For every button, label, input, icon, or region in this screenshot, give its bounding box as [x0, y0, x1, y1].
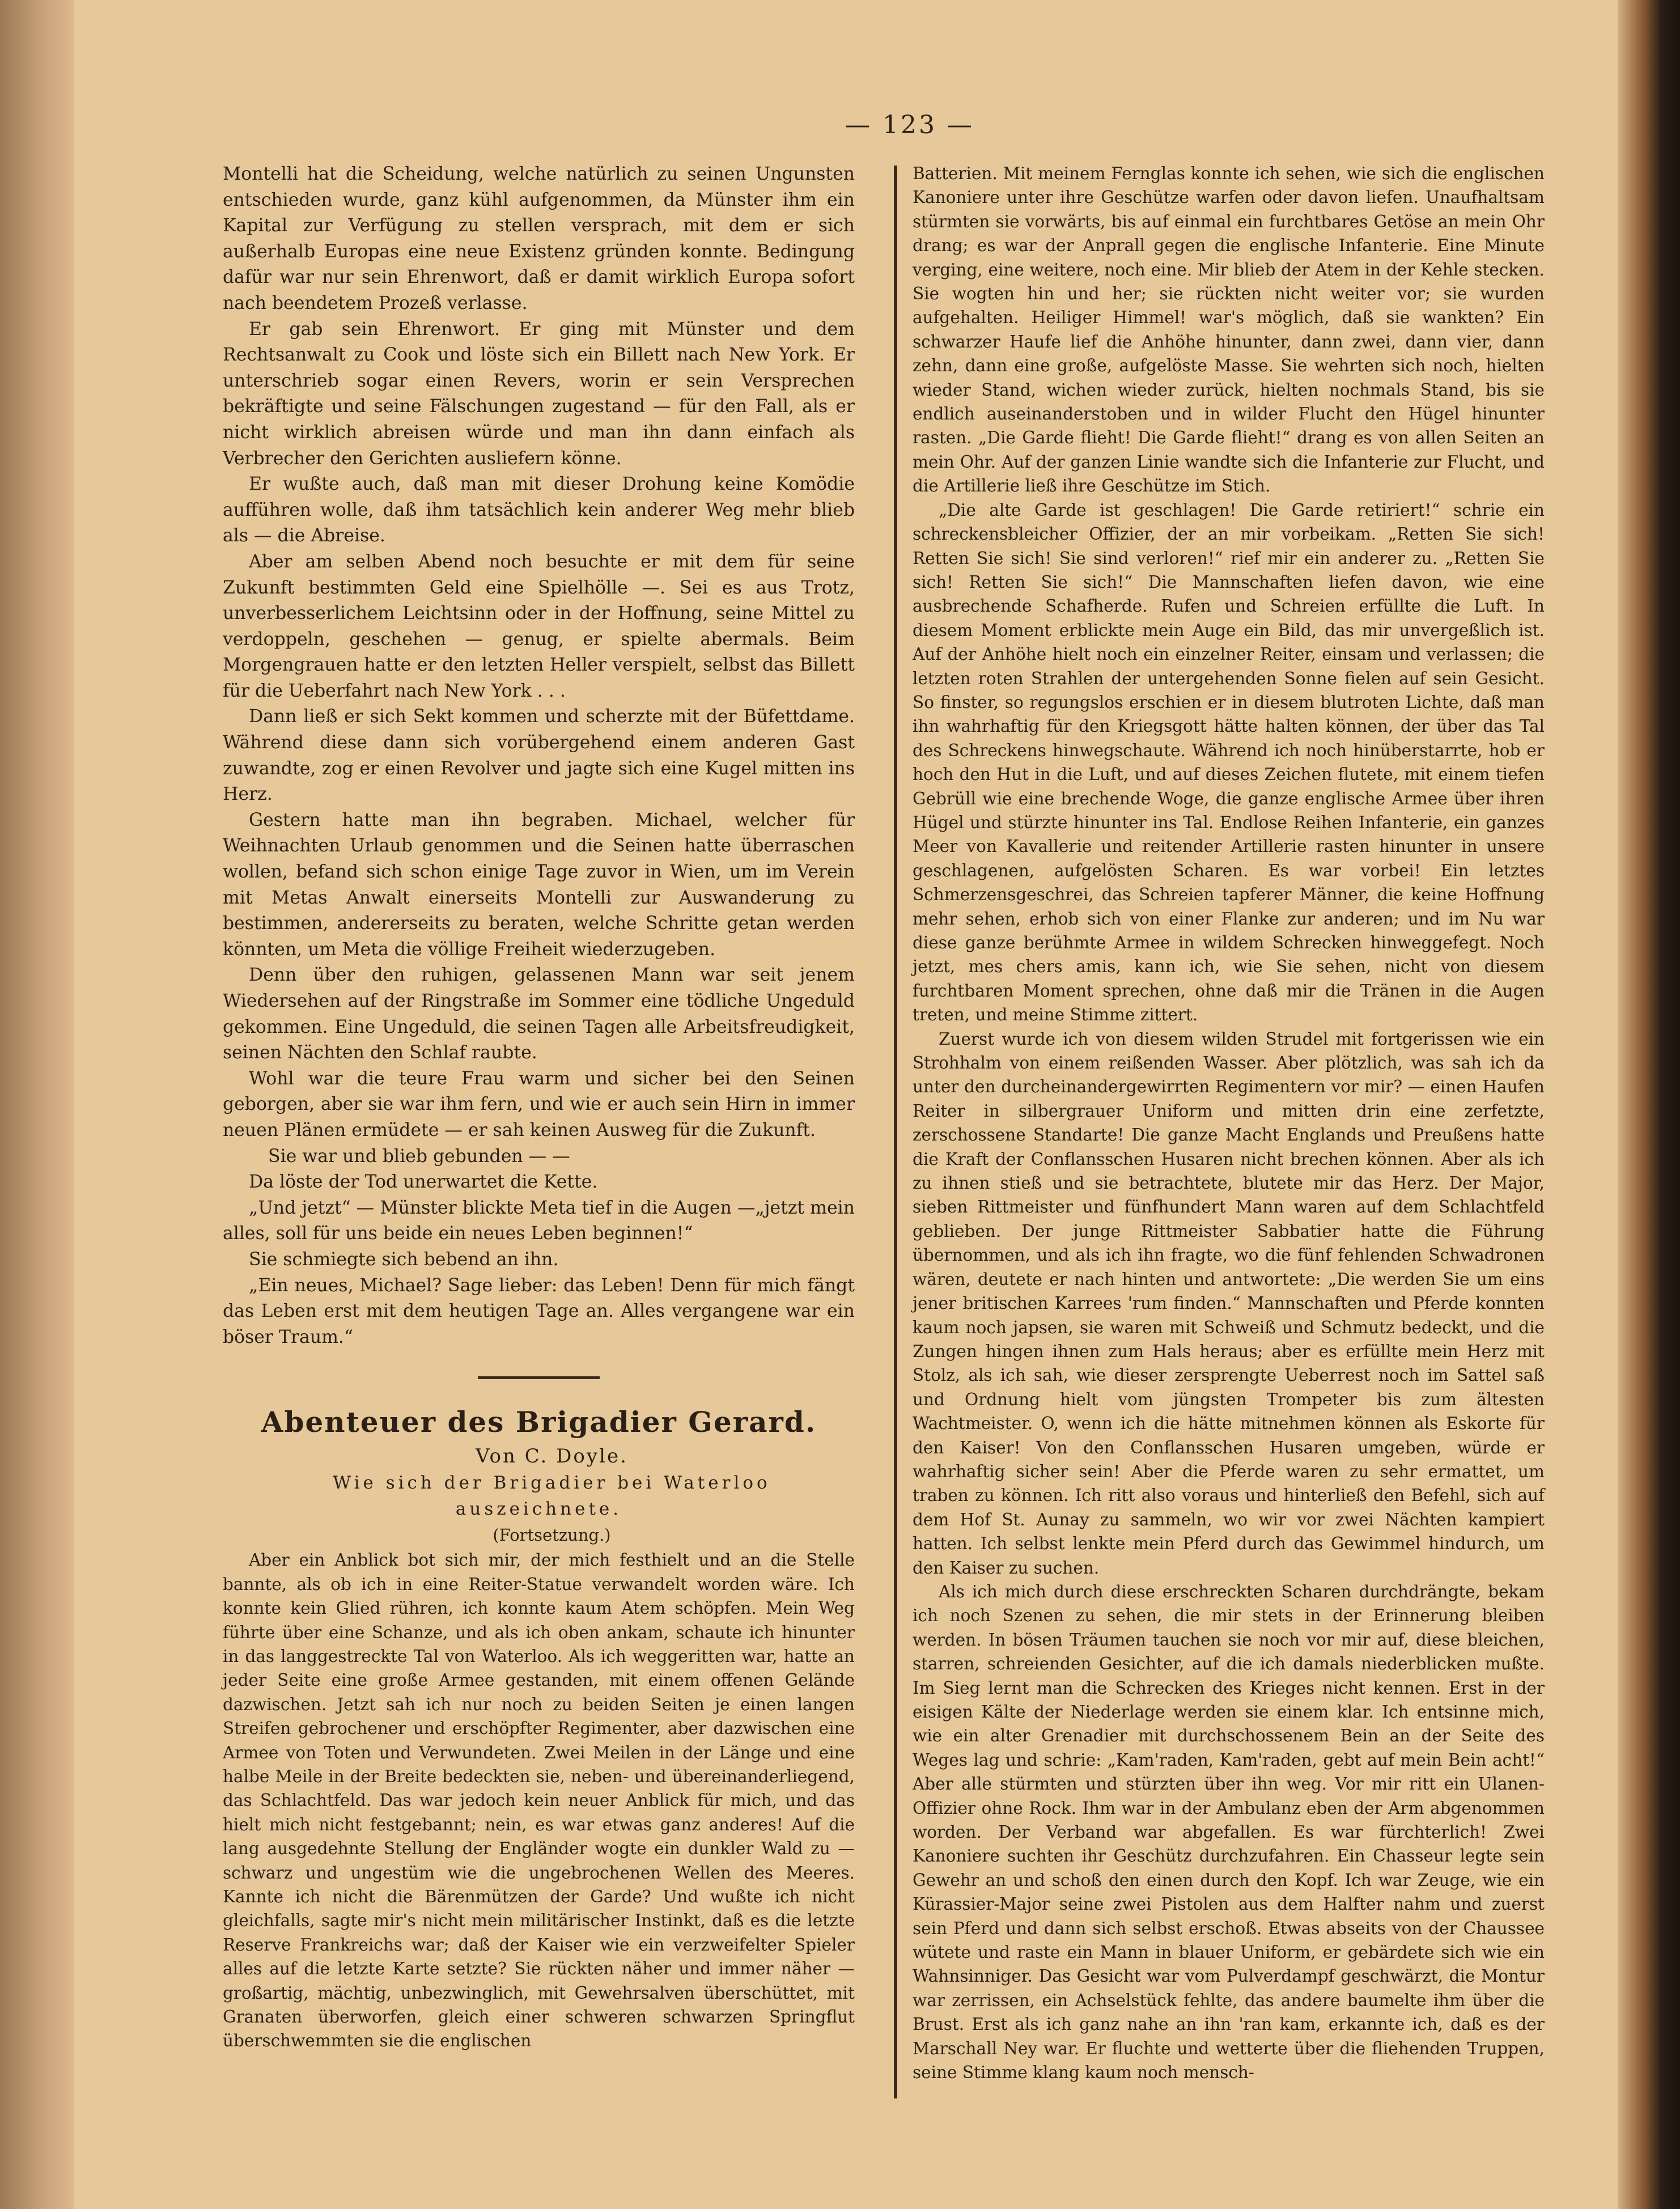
paragraph: Sie schmiegte sich bebend an ihn.: [249, 1249, 559, 1270]
section-divider: [478, 1376, 600, 1379]
paragraph: Wohl war die teure Frau warm und sicher bei den Seinen geborgen, aber sie war ihm fern, und wie er auch sein Hirn in immer neuen Plänen ermüdete — er sah keinen Ausweg für die Zukunft.: [223, 1068, 855, 1140]
story-title: Abenteuer des Brigadier Gerard.: [261, 1405, 817, 1439]
paragraph: „Die alte Garde ist geschlagen! Die Garde retiriert!“ schrie ein schreckensbleicher Offizier, der an mir vorbeikam. „Retten Sie sich! Retten Sie sich! Sie sind verloren!“ rief mir ein anderer zu. „Retten Sie sich! Retten Sie sich!“ Die Mannschaften liefen davon, wie eine ausbrechende Schafherde. Rufen und Schreien erfüllte die Luft. In diesem Moment erblickte mein Auge ein Bild, das mir unvergeßlich ist. Auf der Anhöhe hielt noch ein einzelner Reiter, einsam und verlassen; die letzten roten Strahlen der untergehenden Sonne fielen auf sein Gesicht. So finster, so regungslos erschien er in diesem blutroten Lichte, daß man ihn wahrhaftig für den Kriegsgott hätte halten können, der über das Tal des Schreckens hinwegschaute. Während ich noch hinüberstarrte, hob er hoch den Hut in die Luft, und auf dieses Zeichen flutete, mit einem tiefen Gebrüll wie eine brechende Woge, die ganze englische Armee über ihren Hügel und stürzte hinunter ins Tal. Endlose Reihen Infanterie, ein ganzes Meer von Kavallerie und reitender Artillerie rasten hinunter in unsere geschlagenen, aufgelösten Scharen. Es war vorbei! Ein letztes Schmerzensgeschrei, das Schreien tapferer Männer, die keine Hoffnung mehr sehen, erhob sich von einer Flanke zur anderen; und im Nu war diese ganze berühmte Armee in wildem Schrecken hinweggefegt. Noch jetzt, mes chers amis, kann ich, wie Sie sehen, nicht von diesem furchtbaren Moment sprechen, ohne daß mir die Tränen in die Augen treten, und meine Stimme zittert.: [913, 500, 1545, 1025]
paragraph: Zuerst wurde ich von diesem wilden Strudel mit fortgerissen wie ein Strohhalm von einem reißenden Wasser. Aber plötzlich, was sah ich da unter den durcheinandergewirrten Regimentern vor mir? — einen Haufen Reiter in silbergrauer Uniform und mitten drin eine zerfetzte, zerschossene Standarte! Die ganze Macht Englands und Preußens hatte die Kraft der Conflansschen Husaren nicht brechen können. Aber als ich zu ihnen stieß und sie betrachtete, blutete mir das Herz. Der Major, sieben Rittmeister und fünfhundert Mann waren auf dem Schlachtfeld geblieben. Der junge Rittmeister Sabbatier hatte die Führung übernommen, und als ich ihn fragte, wo die fünf fehlenden Schwadronen wären, deutete er nach hinten und antwortete: „Die werden Sie um eins jener britischen Karrees 'rum finden.“ Mannschaften und Pferde konnten kaum noch japsen, sie waren mit Schweiß und Schmutz bedeckt, und die Zungen hingen ihnen zum Hals heraus; aber es erfüllte mein Herz mit Stolz, als ich sah, wie dieser zersprengte Ueberrest noch im Sattel saß und Ordnung hielt vom jüngsten Trompeter bis zum ältesten Wachtmeister. O, wenn ich die hätte mitnehmen können als Eskorte für den Kaiser! Von den Conflansschen Husaren umgeben, würde er wahrhaftig sicher sein! Aber die Pferde waren zu sehr ermattet, um traben zu können. Ich ritt also voraus und hinterließ den Befehl, sich auf dem Hof St. Aunay zu sammeln, wo wir vor zwei Nächten kampiert hatten. Ich selbst lenkte mein Pferd durch das Gewimmel hindurch, um den Kaiser zu suchen.: [913, 1029, 1545, 1578]
paragraph: Montelli hat die Scheidung, welche natürlich zu seinen Ungunsten entschieden wurde, ganz kühl aufgenommen, da Münster ihm ein Kapital zur Verfügung zu stellen versprach, mit dem er sich außerhalb Europas eine neue Existenz gründen konnte. Bedingung dafür war nur sein Ehrenwort, daß er damit wirklich Europa sofort nach beendetem Prozeß verlasse.: [223, 164, 855, 313]
paragraph: Er gab sein Ehrenwort. Er ging mit Münster und dem Rechtsanwalt zu Cook und löste sich ein Billett nach New York. Er unterschrieb sogar einen Revers, worin er sein Versprechen bekräftigte und seine Fälschungen zugestand — für den Fall, als er nicht wirklich abreisen würde und man ihn dann einfach als Verbrecher den Gerichten ausliefern könne.: [223, 319, 855, 469]
paragraph: Dann ließ er sich Sekt kommen und scherzte mit der Büfettdame. Während diese dann sich vorübergehend einem anderen Gast zuwandte, zog er einen Revolver und jagte sich eine Kugel mitten ins Herz.: [223, 706, 855, 805]
paragraph: Batterien. Mit meinem Fernglas konnte ich sehen, wie sich die englischen Kanoniere unter ihre Geschütze warfen oder davon liefen. Unaufhaltsam stürmten sie vorwärts, bis auf einmal ein furchtbares Getöse an mein Ohr drang; es war der Anprall gegen die englische Infanterie. Eine Minute verging, eine weitere, noch eine. Mir blieb der Atem in der Kehle stecken. Sie wogten hin und her; sie rückten nicht weiter vor; sie wurden aufgehalten. Heiliger Himmel! war's möglich, daß sie wankten? Ein schwarzer Haufe lief die Anhöhe hinunter, dann zwei, dann vier, dann zehn, dann eine große, aufgelöste Masse. Sie wehrten sich noch, hielten wieder Stand, wichen wieder zurück, hielten nochmals Stand, bis sie endlich auseinanderstoben und in wilder Flucht den Hügel hinunter rasten. „Die Garde flieht! Die Garde flieht!“ drang es von allen Seiten an mein Ohr. Auf der ganzen Linie wandte sich die Infanterie zur Flucht, und die Artillerie ließ ihre Geschütze im Stich.: [913, 164, 1545, 496]
right-column: [913, 162, 1545, 2101]
paragraph: Er wußte auch, daß man mit dieser Drohung keine Komödie aufführen wolle, daß ihm tatsächlich kein anderer Weg mehr blieb als — die Abreise.: [223, 474, 855, 546]
paragraph: Aber ein Anblick bot sich mir, der mich festhielt und an die Stelle bannte, als ob ich in eine Reiter-Statue verwandelt worden wäre. Ich konnte kein Glied rühren, ich konnte kaum Atem schöpfen. Mein Weg führte über eine Schanze, und als ich oben ankam, schaute ich hinunter in das langgestreckte Tal von Waterloo. Als ich weggeritten war, hatte an jeder Seite eine große Armee gestanden, mit einem offenen Gelände dazwischen. Jetzt sah ich nur noch zu beiden Seiten je einen langen Streifen gebrochener und erschöpfter Regimenter, aber dazwischen eine Armee von Toten und Verwundeten. Zwei Meilen in der Länge und eine halbe Meile in der Breite bedeckten sie, neben- und übereinanderliegend, das Schlachtfeld. Das war jedoch kein neuer Anblick für mich, und das hielt mich nicht festgebannt; nein, es war etwas ganz anderes! Auf die lang ausgedehnte Stellung der Engländer wogte ein dunkler Wald zu — schwarz und ungestüm wie die ungebrochenen Wellen des Meeres. Kannte ich nicht die Bärenmützen der Garde? Und wußte ich nicht gleichfalls, sagte mir's nicht mein militärischer Instinkt, daß es die letzte Reserve Frankreichs war; daß der Kaiser wie ein verzweifelter Spieler alles auf die letzte Karte setzte? Sie rückten näher und immer näher — großartig, mächtig, unbezwinglich, mit Gewehrsalven überschüttet, mit Granaten überworfen, gleich einer schweren schwarzen Springflut überschwemmten sie die englischen: [223, 1550, 855, 2051]
column-divider: [894, 166, 897, 2098]
scan-left-edge: [0, 0, 74, 2209]
paragraph: Da löste der Tod unerwartet die Kette.: [249, 1172, 598, 1193]
left-column: [223, 162, 855, 2101]
page-number: — 123 —: [845, 111, 974, 139]
continuation-note: (Fortsetzung.): [493, 1525, 611, 1545]
paragraph: Denn über den ruhigen, gelassenen Mann war seit jenem Wiedersehen auf der Ringstraße im Sommer eine tödliche Ungeduld gekommen. Eine Ungeduld, die seinen Tagen alle Arbeitsfreudigkeit, seinen Nächten den Schlaf raubte.: [223, 965, 855, 1063]
paragraph: Als ich mich durch diese erschreckten Scharen durchdrängte, bekam ich noch Szenen zu sehen, die mir stets in der Erinnerung bleiben werden. In bösen Träumen tauchen sie noch vor mir auf, diese bleichen, starren, schreienden Gesichter, auf die ich damals niederblicken mußte. Im Sieg lernt man die Schrecken des Krieges nicht kennen. Erst in der eisigen Kälte der Niederlage werden sie einem klar. Ich entsinne mich, wie ein alter Grenadier mit durchschossenem Bein an der Seite des Weges lag und schrie: „Kam'raden, Kam'raden, gebt auf mein Bein acht!“ Aber alle stürmten und stürzten über ihn weg. Vor mir ritt ein Ulanen-Offizier ohne Rock. Ihm war in der Ambulanz eben der Arm abgenommen worden. Der Verband war abgefallen. Es war fürchterlich! Zwei Kanoniere suchten ihr Geschütz durchzufahren. Ein Chasseur legte sein Gewehr an und schoß den einen durch den Kopf. Ich war Zeuge, wie ein Kürassier-Major seine zwei Pistolen aus dem Halfter nahm und zuerst sein Pferd und dann sich selbst erschoß. Etwas abseits von der Chaussee wütete und raste ein Mann in blauer Uniform, er gebärdete sich wie ein Wahnsinniger. Das Gesicht war vom Pulverdampf geschwärzt, die Montur war zerrissen, ein Achselstück fehlte, das andere baumelte ihm über die Brust. Erst als ich ganz nahe an ihn 'ran kam, erkannte ich, daß es der Marschall Ney war. Er fluchte und wetterte über die fliehenden Truppen, seine Stimme klang kaum noch mensch-: [913, 1582, 1545, 2083]
paragraph: „Und jetzt“ — Münster blickte Meta tief in die Augen —„jetzt mein alles, soll für uns beide ein neues Leben beginnen!“: [223, 1197, 855, 1244]
paragraph: Gestern hatte man ihn begraben. Michael, welcher für Weihnachten Urlaub genommen und die Seinen hatte überraschen wollen, befand sich schon einige Tage zuvor in Wien, um im Verein mit Metas Anwalt einerseits Montelli zur Auswanderung zu bestimmen, andererseits zu beraten, welche Schritte getan werden könnten, um Meta die völlige Freiheit wiederzugeben.: [223, 809, 855, 960]
story-subtitle: Wie sich der Brigadier bei Waterloo auszeichnete.: [333, 1473, 771, 1520]
story-body: [223, 1548, 855, 2053]
paragraph: „Ein neues, Michael? Sage lieber: das Leben! Denn für mich fängt das Leben erst mit dem heutigen Tage an. Alles vergangene war ein böser Traum.“: [223, 1275, 855, 1347]
newspaper-page: [74, 0, 1618, 2209]
paragraph: Aber am selben Abend noch besuchte er mit dem für seine Zukunft bestimmten Geld eine Spielhölle —. Sei es aus Trotz, unverbesserlichem Leichtsinn oder in der Hoffnung, seine Mittel zu verdoppeln, geschehen — genug, er spielte abermals. Beim Morgengrauen hatte er den letzten Heller verspielt, selbst das Billett für die Ueberfahrt nach New York . . .: [223, 551, 855, 701]
paragraph: Sie war und blieb gebunden — —: [268, 1146, 570, 1167]
book-spine-edge: [1618, 0, 1680, 2209]
story-byline: Von C. Doyle.: [476, 1445, 628, 1468]
